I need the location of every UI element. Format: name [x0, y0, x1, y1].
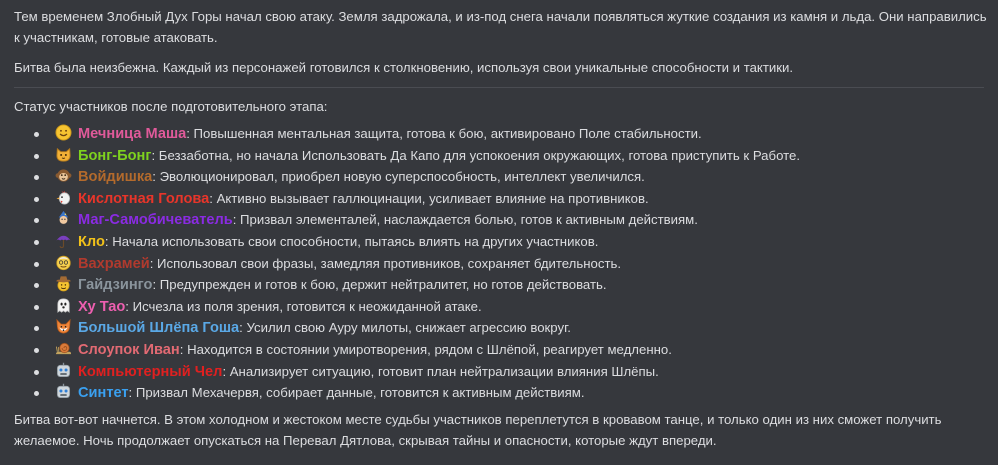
- umbrella-icon: [55, 232, 72, 249]
- status-header: Статус участников после подготовительного этапа:: [14, 99, 328, 114]
- participant-status: : Использовал свои фразы, замедляя противников, сохраняет бдительность.: [149, 255, 622, 271]
- participant-status: : Усилил свою Ауру милоты, снижает агрессию вокруг.: [239, 320, 571, 336]
- participant-name: Вахрамей: [78, 255, 150, 272]
- participant-name: Ху Тао: [78, 298, 126, 315]
- participant-name: Гайдзинго: [78, 277, 153, 294]
- mage-icon: [55, 210, 72, 227]
- participant-status: : Находится в состоянии умиротворения, рядом с Шлёпой, реагирует медленно.: [179, 341, 672, 357]
- robot-face-icon: [55, 383, 72, 400]
- participant-status: : Эволюционировал, приобрел новую суперспособность, интеллект увеличился.: [152, 169, 645, 185]
- smiling-face-icon: [55, 124, 72, 141]
- participant-status: : Повышенная ментальная защита, готова к бою, активировано Поле стабильности.: [186, 126, 702, 141]
- rooster-icon: [55, 189, 72, 206]
- participant-item: [55, 145, 989, 167]
- final-paragraph: Битва вот-вот начнется. В этом холодном и жестоком месте судьбы участников переплетутся в кровавом танце, и только один из них сможет получить желаемое. Ночь продолжает опускаться на Перевал Дятлова, скрывая тайны и опасности, которые ждут впереди.: [14, 411, 942, 448]
- participant-item: [55, 361, 989, 383]
- fox-face-icon: [55, 318, 72, 335]
- ghost-icon: [55, 297, 72, 314]
- participant-name: Слоупок Иван: [78, 341, 180, 358]
- participant-item: [55, 231, 989, 253]
- participant-name: Большой Шлёпа Гоша: [78, 320, 240, 337]
- participant-item: [55, 296, 989, 318]
- participant-item: [55, 209, 989, 231]
- divider: [14, 87, 984, 88]
- participant-name: Кло: [78, 233, 105, 250]
- old-man-face-icon: [55, 254, 72, 271]
- participant-name: Кислотная Голова: [78, 190, 210, 207]
- participant-item: [55, 382, 989, 404]
- participant-item: [55, 317, 989, 339]
- chat-message: [14, 6, 989, 451]
- cat-face-icon: [55, 146, 72, 163]
- battle-paragraph: Битва была неизбежна. Каждый из персонажей готовился к столкновению, используя свои уникальные способности и тактики.: [14, 60, 794, 75]
- participant-status: : Призвал элементалей, наслаждается болью, готов к активным действиям.: [232, 212, 698, 228]
- monkey-face-icon: [55, 167, 72, 184]
- snail-icon: [55, 340, 72, 357]
- participant-item: [55, 188, 989, 210]
- participant-name: Маг-Самобичеватель: [78, 212, 233, 229]
- participant-name: Бонг-Бонг: [78, 147, 152, 164]
- participant-name: Войдишка: [78, 169, 153, 186]
- cowboy-face-icon: [55, 275, 72, 292]
- participant-status: : Предупрежден и готов к бою, держит нейтралитет, но готов действовать.: [152, 277, 607, 293]
- participant-name: Компьютерный Чел: [78, 363, 223, 380]
- participant-status: : Активно вызывает галлюцинации, усиливает влияние на противников.: [209, 190, 649, 206]
- participant-name: Синтет: [78, 385, 129, 402]
- participant-status: : Призвал Мехачервя, собирает данные, готовится к активным действиям.: [128, 385, 585, 401]
- participant-item: [55, 339, 989, 361]
- robot-face-icon: [55, 362, 72, 379]
- participant-status: : Анализирует ситуацию, готовит план нейтрализации влияния Шлёпы.: [222, 363, 659, 379]
- participant-item: [55, 166, 989, 188]
- participant-list: [14, 123, 989, 404]
- participant-item: [55, 123, 989, 145]
- participant-status: : Исчезла из поля зрения, готовится к неожиданной атаке.: [125, 298, 482, 314]
- participant-status: : Беззаботна, но начала Использовать Да Капо для успокоения окружающих, готова приступить к Работе.: [151, 147, 801, 163]
- participant-name: Мечница Маша: [78, 126, 187, 142]
- intro-paragraph: Тем временем Злобный Дух Горы начал свою атаку. Земля задрожала, и из-под снега начали появляться жуткие создания из камня и льда. Они направились к участникам, готовые атаковать.: [14, 9, 987, 45]
- participant-status: : Начала использовать свои способности, пытаясь влиять на других участников.: [104, 233, 599, 249]
- participant-item: [55, 274, 989, 296]
- participant-item: [55, 253, 989, 275]
